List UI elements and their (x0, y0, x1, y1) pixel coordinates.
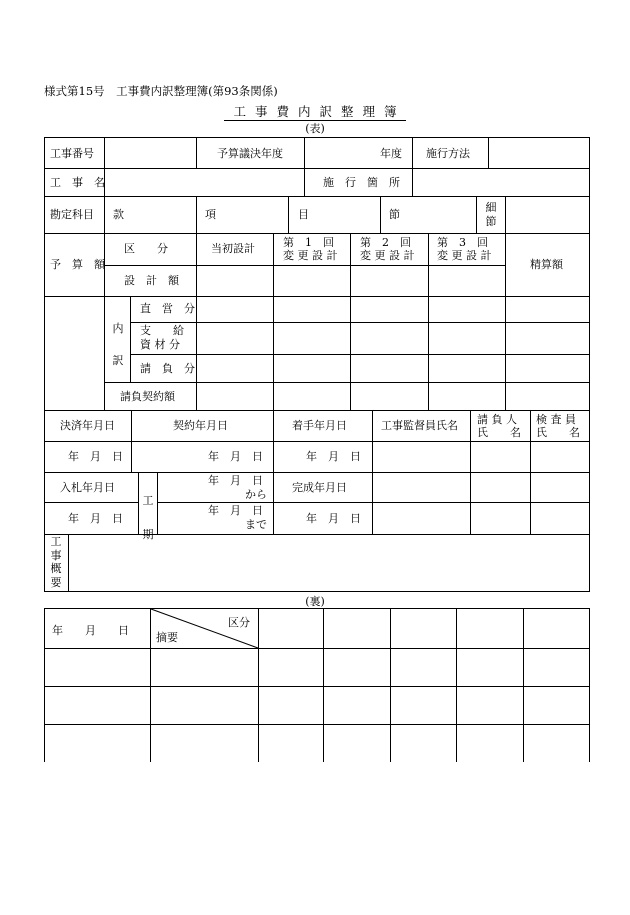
account-label: 勘定科目 (50, 208, 94, 221)
period-until-label: まで (245, 518, 267, 531)
decision-date-label: 決済年月日 (60, 419, 115, 432)
saisetsu-label: 細節 (485, 201, 497, 228)
contract-amount-label: 請負契約額 (120, 390, 175, 403)
change3-label-a: 第 3 回 (437, 236, 488, 249)
change3-label-b: 変 更 設 計 (437, 249, 492, 262)
change1-label-b: 変 更 設 計 (283, 249, 338, 262)
kubun-label: 区 分 (124, 242, 168, 255)
contract-date-label: 契約年月日 (173, 419, 228, 432)
start-date-label: 着手年月日 (292, 419, 347, 432)
completion-date-label: 完成年月日 (292, 481, 347, 494)
direct-label: 直 営 分 (140, 302, 195, 315)
nendo-label: 年度 (380, 147, 402, 160)
work-name-label: 工 事 名 (50, 176, 105, 189)
change1-label-a: 第 1 回 (283, 236, 334, 249)
bid-date-label: 入札年月日 (60, 481, 115, 494)
form-label: 様式第15号 工事費内訳整理簿(第93条関係) (44, 84, 278, 98)
period-from-ymd: 年 月 日 (208, 474, 263, 487)
back-tekiyou-label: 摘要 (156, 631, 178, 644)
initial-design-label: 当初設計 (211, 242, 255, 255)
start-ymd: 年 月 日 (306, 450, 361, 463)
decision-ymd: 年 月 日 (68, 450, 123, 463)
back-kubun-label: 区分 (228, 616, 250, 629)
kan-label: 款 (113, 208, 124, 221)
supervisor-label: 工事監督員氏名 (381, 419, 458, 432)
contractor-label-b: 氏 名 (477, 426, 521, 439)
budget-year-label: 予算議決年度 (217, 147, 283, 160)
moku-label: 目 (298, 208, 309, 221)
breakdown-label: 内訳 (112, 322, 124, 367)
period-label: 工期 (142, 494, 154, 541)
change2-label-a: 第 2 回 (360, 236, 411, 249)
supplied-label-b: 資 材 分 (140, 338, 180, 351)
design-amount-label: 設 計 額 (124, 274, 179, 287)
supplied-label-a: 支 給 (140, 324, 184, 337)
summary-label: 工事概要 (50, 535, 62, 589)
period-from-label: から (245, 488, 267, 501)
change2-label-b: 変 更 設 計 (360, 249, 415, 262)
contractor-label-a: 請 負 人 (477, 413, 517, 426)
inspector-label-b: 氏 名 (536, 426, 580, 439)
work-number-label: 工事番号 (50, 147, 94, 160)
contract-ymd: 年 月 日 (208, 450, 263, 463)
bid-ymd: 年 月 日 (68, 512, 123, 525)
front-label: (表) (305, 122, 325, 135)
budget-label: 予 算 額 (50, 258, 105, 271)
back-label: (裏) (305, 595, 325, 608)
kou-label: 項 (205, 208, 216, 221)
completion-ymd: 年 月 日 (306, 512, 361, 525)
contract-label: 請 負 分 (140, 362, 195, 375)
setsu-label: 節 (389, 208, 400, 221)
place-label: 施 行 箇 所 (323, 176, 400, 189)
back-date-label: 年 月 日 (52, 624, 129, 637)
final-amount-label: 精算額 (530, 258, 563, 271)
method-label: 施行方法 (426, 147, 470, 160)
page-title: 工事費内訳整理簿 (0, 102, 630, 120)
period-until-ymd: 年 月 日 (208, 504, 263, 517)
inspector-label-a: 検 査 員 (536, 413, 576, 426)
